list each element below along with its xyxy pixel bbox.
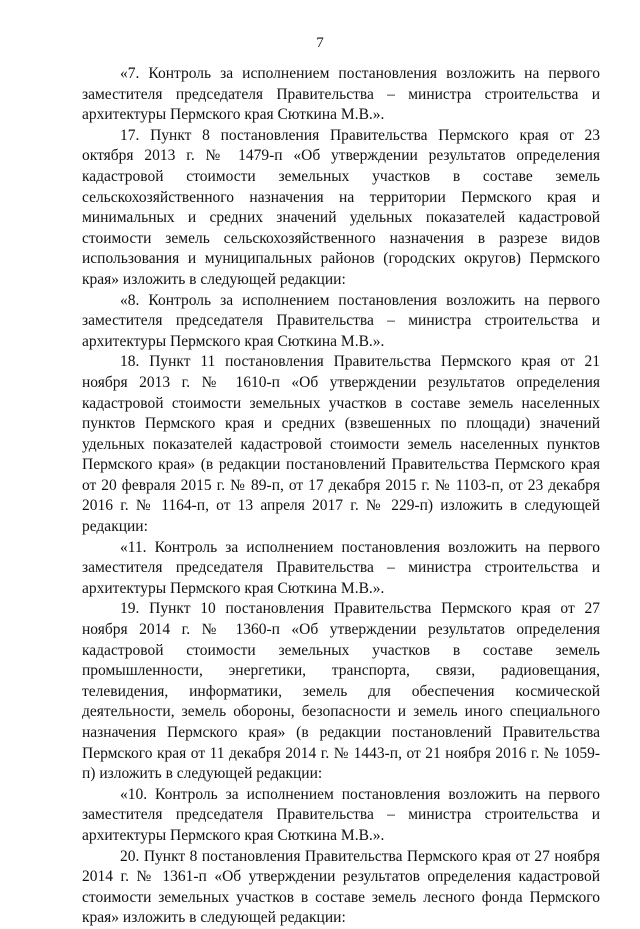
paragraph-clause-7-quote: «7. Контроль за исполнением постановления возложить на первого заместителя председателя Правительства – министра строительства и архитектуры Пермского края Сюткина М.В.». (82, 65, 600, 124)
paragraph-clause-10-quote: «10. Контроль за исполнением постановления возложить на первого заместителя председателя Правительства – министра строительства и архитектуры Пермского края Сюткина М.В.». (82, 785, 600, 844)
paragraph-clause-8-quote: «8. Контроль за исполнением постановления возложить на первого заместителя председателя Правительства – министра строительства и архитектуры Пермского края Сюткина М.В.». (82, 291, 600, 350)
document-body (82, 64, 600, 929)
paragraph-clause-11-quote: «11. Контроль за исполнением постановления возложить на первого заместителя председателя Правительства – министра строительства и архитектуры Пермского края Сюткина М.В.». (82, 538, 600, 597)
page-number: 7 (316, 35, 324, 51)
paragraph-item-20: 20. Пункт 8 постановления Правительства Пермского края от 27 ноября 2014 г. № 1361-п «Об утверждении результатов определения кадастровой стоимости земельных участков в составе земель лесного фонда Пермского края» изложить в следующей редакции: (82, 847, 600, 927)
paragraph-item-17: 17. Пункт 8 постановления Правительства Пермского края от 23 октября 2013 г. № 1479-п «Об утверждении результатов определения кадастровой стоимости земельных участков в составе земель сельскохозяйственного назначения на территории Пермского края и минимальных и средних значений удельных показателей кадастровой стоимости земель сельскохозяйственного назначения в разрезе видов использования и муниципальных районов (городских округов) Пермского края» изложить в следующей редакции: (82, 126, 600, 288)
paragraph-item-19: 19. Пункт 10 постановления Правительства Пермского края от 27 ноября 2014 г. № 1360-п «Об утверждении результатов определения кадастровой стоимости земельных участков в составе земель промышленности, энергетики, транспорта, связи, радиовещания, телевидения, информатики, земель для обеспечения космической деятельности, земель обороны, безопасности и земель иного специального назначения Пермского края» (в редакции постановлений Правительства Пермского края от 11 декабря 2014 г. № 1443-п, от 21 ноября 2016 г. № 1059-п) изложить в следующей редакции: (82, 600, 600, 783)
paragraph-item-18: 18. Пункт 11 постановления Правительства Пермского края от 21 ноября 2013 г. № 1610-п «Об утверждении результатов определения кадастровой стоимости земельных участков в составе земель населенных пунктов Пермского края и средних (взвешенных по площади) значений удельных показателей кадастровой стоимости земель населенных пунктов Пермского края» (в редакции постановлений Правительства Пермского края от 20 февраля 2015 г. № 89-п, от 17 декабря 2015 г. № 1103-п, от 23 декабря 2016 г. № 1164-п, от 13 апреля 2017 г. № 229-п) изложить в следующей редакции: (82, 353, 600, 536)
